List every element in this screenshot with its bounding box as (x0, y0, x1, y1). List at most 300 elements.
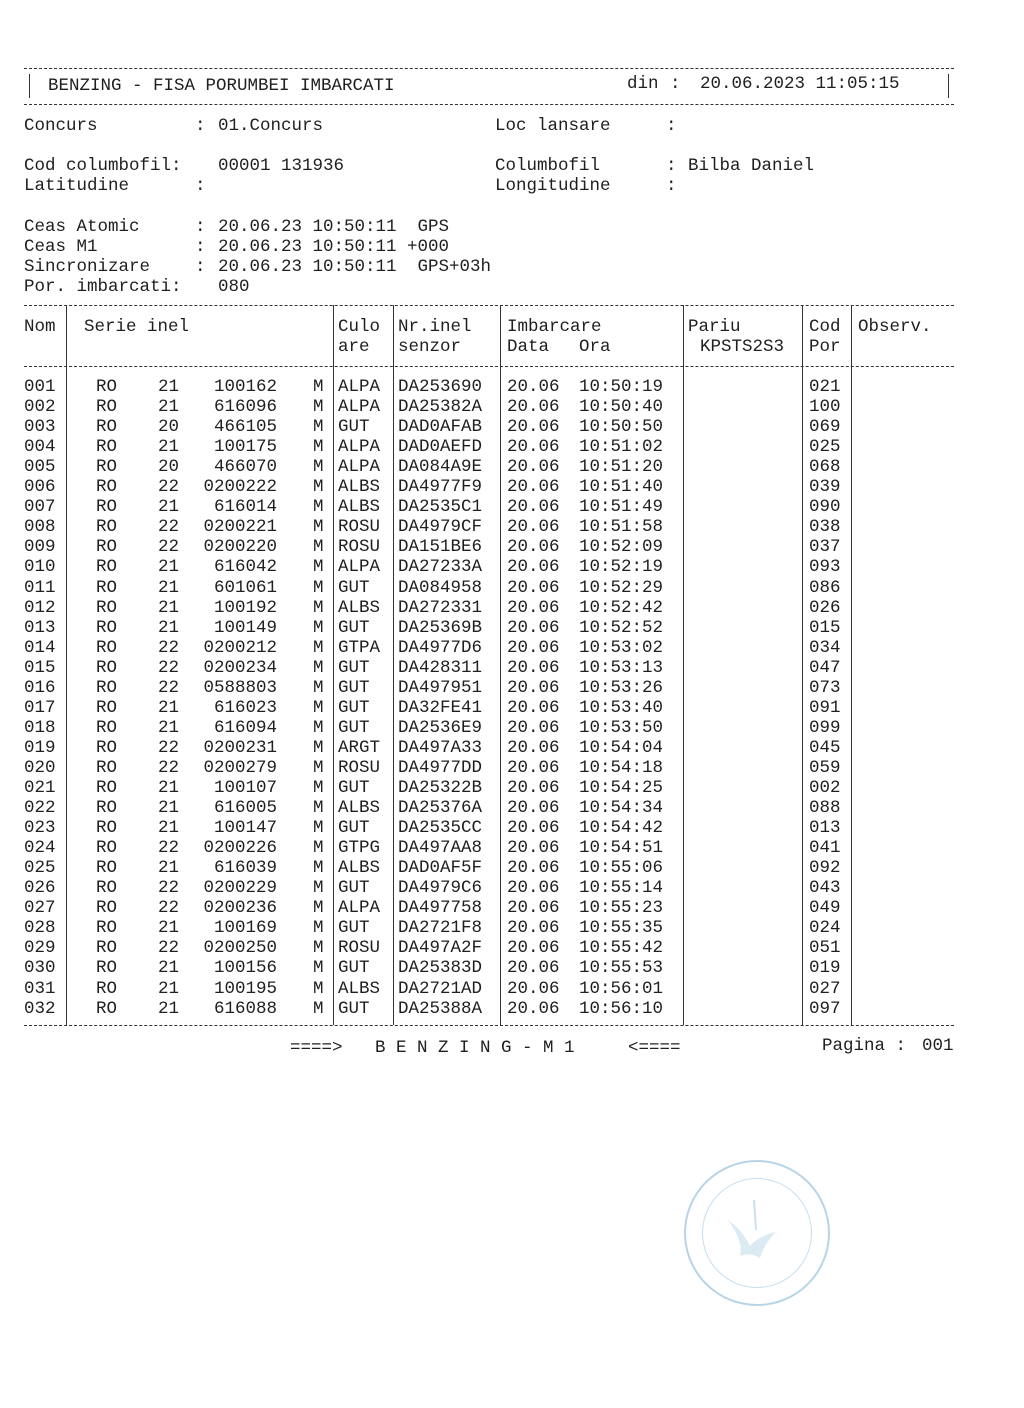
col-sep-nom (66, 305, 67, 1025)
cell-sex: M (313, 377, 324, 397)
cell-inel: 0200250 (203, 938, 277, 959)
cell-culoare: ROSU (338, 938, 381, 959)
cell-an: 22 (158, 757, 180, 778)
cell-ora: 10:56:01 (579, 978, 664, 999)
stamp-bird-icon (684, 1160, 826, 1302)
cell-tara: RO (96, 998, 118, 1019)
cell-sex: M (313, 878, 324, 899)
cell-tara: RO (96, 798, 118, 819)
latitudine-colon: : (195, 176, 206, 196)
cell-inel: 100175 (213, 437, 277, 458)
cell-sex: M (313, 998, 324, 1019)
cell-an: 21 (158, 597, 180, 618)
table-header-border (24, 366, 954, 367)
concurs-label: Concurs (24, 116, 98, 136)
column-header-observ: Observ. (858, 317, 932, 337)
cell-culoare: ROSU (338, 537, 381, 558)
cell-tara: RO (96, 497, 118, 518)
cell-sex: M (313, 577, 324, 598)
cell-nom: 016 (24, 677, 56, 698)
cell-inel: 616039 (213, 858, 277, 879)
cell-ora: 10:55:23 (579, 898, 664, 919)
column-header-pariu-1: Pariu (688, 317, 741, 337)
cell-culoare: ALPA (338, 397, 381, 418)
cell-nom: 022 (24, 798, 56, 819)
cell-senzor: DA4977DD (398, 757, 483, 778)
cell-inel: 616042 (213, 557, 277, 578)
cell-tara: RO (96, 417, 118, 438)
cell-ora: 10:56:10 (579, 998, 664, 1019)
cell-culoare: GUT (338, 417, 370, 438)
cell-data: 20.06 (507, 437, 560, 458)
footer-left-arrow: ====> (290, 1038, 343, 1058)
cell-tara: RO (96, 938, 118, 959)
cell-data: 20.06 (507, 717, 560, 738)
cell-tara: RO (96, 978, 118, 999)
cell-an: 21 (158, 778, 180, 798)
cell-nom: 032 (24, 998, 56, 1019)
cell-tara: RO (96, 737, 118, 758)
cell-culoare: GUT (338, 657, 370, 678)
cell-sex: M (313, 457, 324, 478)
cell-data: 20.06 (507, 898, 560, 919)
col-sep-imbarcare (683, 305, 684, 1025)
cell-data: 20.06 (507, 377, 560, 397)
cell-sex: M (313, 437, 324, 458)
cell-senzor: DAD0AF5F (398, 858, 483, 879)
loc-lansare-colon: : (666, 116, 677, 136)
cell-ora: 10:51:02 (579, 437, 664, 458)
cell-nom: 002 (24, 397, 56, 418)
cell-senzor: DA4979CF (398, 517, 483, 538)
cell-nom: 024 (24, 838, 56, 859)
cell-cod: 002 (809, 778, 841, 798)
cell-senzor: DA428311 (398, 657, 483, 678)
cell-nom: 030 (24, 958, 56, 979)
column-header-ora: Ora (579, 337, 611, 357)
cell-nom: 017 (24, 697, 56, 718)
cell-cod: 013 (809, 818, 841, 839)
cell-data: 20.06 (507, 938, 560, 959)
cell-an: 21 (158, 818, 180, 839)
cell-data: 20.06 (507, 998, 560, 1019)
column-header-pariu-2: KPSTS2S3 (700, 337, 785, 357)
cell-data: 20.06 (507, 978, 560, 999)
cell-inel: 466070 (213, 457, 277, 478)
date-separator: : (670, 74, 681, 94)
ceas-m1-label: Ceas M1 (24, 237, 98, 257)
cell-inel: 100107 (213, 778, 277, 798)
cell-senzor: DAD0AEFD (398, 437, 483, 458)
cell-cod: 097 (809, 998, 841, 1019)
cell-data: 20.06 (507, 617, 560, 638)
ceas-m1-colon: : (195, 237, 206, 257)
cell-tara: RO (96, 757, 118, 778)
cell-data: 20.06 (507, 537, 560, 558)
cell-nom: 003 (24, 417, 56, 438)
cell-senzor: DA272331 (398, 597, 483, 618)
cell-cod: 027 (809, 978, 841, 999)
cell-culoare: GUT (338, 818, 370, 839)
column-header-nrinel-1: Nr.inel (398, 317, 472, 337)
cell-tara: RO (96, 377, 118, 397)
cell-nom: 029 (24, 938, 56, 959)
cell-cod: 015 (809, 617, 841, 638)
cell-nom: 012 (24, 597, 56, 618)
cell-sex: M (313, 557, 324, 578)
cell-an: 22 (158, 737, 180, 758)
header-bottom-border (24, 104, 954, 105)
cell-nom: 004 (24, 437, 56, 458)
cell-data: 20.06 (507, 878, 560, 899)
cell-sex: M (313, 978, 324, 999)
cell-senzor: DA497758 (398, 898, 483, 919)
cell-data: 20.06 (507, 517, 560, 538)
sincronizare-colon: : (195, 257, 206, 277)
cell-ora: 10:51:40 (579, 477, 664, 498)
cell-cod: 069 (809, 417, 841, 438)
column-header-cod-2: Por (809, 337, 841, 357)
cell-data: 20.06 (507, 397, 560, 418)
cell-data: 20.06 (507, 657, 560, 678)
cell-sex: M (313, 417, 324, 438)
cell-an: 21 (158, 617, 180, 638)
table-bottom-border (24, 1025, 954, 1026)
cell-senzor: DA25388A (398, 998, 483, 1019)
cell-culoare: ALBS (338, 798, 381, 819)
cell-ora: 10:54:51 (579, 838, 664, 859)
cell-sex: M (313, 858, 324, 879)
ceas-atomic-value: 20.06.23 10:50:11 GPS (218, 217, 450, 237)
page-label: Pagina : (822, 1036, 907, 1056)
cell-nom: 021 (24, 778, 56, 798)
cell-cod: 025 (809, 437, 841, 458)
cell-data: 20.06 (507, 497, 560, 518)
cell-an: 22 (158, 517, 180, 538)
cell-culoare: ALPA (338, 377, 381, 397)
footer-right-arrow: <==== (628, 1038, 681, 1058)
date-label: din (627, 74, 659, 94)
cell-culoare: ALBS (338, 978, 381, 999)
cell-sex: M (313, 517, 324, 538)
cell-inel: 616096 (213, 397, 277, 418)
date-value: 20.06.2023 11:05:15 (700, 74, 900, 94)
cell-cod: 049 (809, 898, 841, 919)
cell-cod: 099 (809, 717, 841, 738)
cell-cod: 039 (809, 477, 841, 498)
cell-nom: 018 (24, 717, 56, 738)
cell-cod: 019 (809, 958, 841, 979)
cell-tara: RO (96, 958, 118, 979)
cell-tara: RO (96, 838, 118, 859)
cell-tara: RO (96, 397, 118, 418)
cell-sex: M (313, 818, 324, 839)
cell-cod: 090 (809, 497, 841, 518)
cell-data: 20.06 (507, 958, 560, 979)
cell-data: 20.06 (507, 637, 560, 658)
cell-nom: 009 (24, 537, 56, 558)
cell-culoare: ALBS (338, 597, 381, 618)
cell-senzor: DA25383D (398, 958, 483, 979)
longitudine-colon: : (666, 176, 677, 196)
cell-ora: 10:50:40 (579, 397, 664, 418)
cell-inel: 0200221 (203, 517, 277, 538)
cell-an: 22 (158, 477, 180, 498)
cell-culoare: ROSU (338, 757, 381, 778)
col-sep-pariu (802, 305, 803, 1025)
cell-sex: M (313, 737, 324, 758)
column-header-culoare-2: are (338, 337, 370, 357)
cell-inel: 100192 (213, 597, 277, 618)
cell-cod: 038 (809, 517, 841, 538)
cell-senzor: DA2721F8 (398, 918, 483, 939)
cell-nom: 025 (24, 858, 56, 879)
column-header-nom: Nom (24, 317, 56, 337)
cell-tara: RO (96, 517, 118, 538)
cell-ora: 10:54:25 (579, 778, 664, 798)
cell-tara: RO (96, 617, 118, 638)
stamp-seal (684, 1160, 830, 1306)
cell-ora: 10:54:34 (579, 798, 664, 819)
cell-inel: 100149 (213, 617, 277, 638)
cell-ora: 10:53:26 (579, 677, 664, 698)
porumbei-imbarcati-value: 080 (218, 277, 250, 297)
cell-senzor: DA25376A (398, 798, 483, 819)
cod-columbofil-value: 00001 131936 (218, 156, 345, 176)
cell-data: 20.06 (507, 798, 560, 819)
cell-cod: 037 (809, 537, 841, 558)
cell-an: 21 (158, 798, 180, 819)
cell-senzor: DA253690 (398, 377, 483, 397)
cell-inel: 0200279 (203, 757, 277, 778)
cell-senzor: DAD0AFAB (398, 417, 483, 438)
cell-data: 20.06 (507, 838, 560, 859)
cell-an: 21 (158, 717, 180, 738)
cell-ora: 10:53:02 (579, 637, 664, 658)
col-sep-serie (333, 305, 334, 1025)
cell-ora: 10:55:53 (579, 958, 664, 979)
cell-ora: 10:50:50 (579, 417, 664, 438)
cell-ora: 10:51:58 (579, 517, 664, 538)
cell-ora: 10:54:18 (579, 757, 664, 778)
cell-nom: 013 (24, 617, 56, 638)
cell-culoare: GUT (338, 717, 370, 738)
cell-inel: 100169 (213, 918, 277, 939)
cell-an: 21 (158, 978, 180, 999)
cell-ora: 10:55:14 (579, 878, 664, 899)
cell-data: 20.06 (507, 677, 560, 698)
cell-tara: RO (96, 477, 118, 498)
cell-culoare: GUT (338, 617, 370, 638)
cell-senzor: DA25322B (398, 778, 483, 798)
cell-culoare: GTPA (338, 637, 381, 658)
cell-an: 21 (158, 918, 180, 939)
cell-ora: 10:55:42 (579, 938, 664, 959)
cell-culoare: ROSU (338, 517, 381, 538)
sincronizare-label: Sincronizare (24, 257, 151, 277)
cell-culoare: ALBS (338, 858, 381, 879)
cell-culoare: ALBS (338, 497, 381, 518)
header-left-border (29, 74, 30, 98)
cell-ora: 10:54:42 (579, 818, 664, 839)
footer-brand: B E N Z I N G - M 1 (375, 1038, 575, 1058)
cell-cod: 073 (809, 677, 841, 698)
cell-nom: 007 (24, 497, 56, 518)
cell-ora: 10:52:52 (579, 617, 664, 638)
cell-tara: RO (96, 878, 118, 899)
ceas-m1-value: 20.06.23 10:50:11 +000 (218, 237, 450, 257)
cell-data: 20.06 (507, 757, 560, 778)
cell-nom: 020 (24, 757, 56, 778)
cell-data: 20.06 (507, 697, 560, 718)
cell-inel: 616014 (213, 497, 277, 518)
cell-cod: 021 (809, 377, 841, 397)
cell-senzor: DA27233A (398, 557, 483, 578)
cell-culoare: GUT (338, 677, 370, 698)
cell-sex: M (313, 477, 324, 498)
cell-ora: 10:51:20 (579, 457, 664, 478)
cell-ora: 10:55:35 (579, 918, 664, 939)
cell-culoare: ALPA (338, 557, 381, 578)
cell-sex: M (313, 778, 324, 798)
cell-ora: 10:54:04 (579, 737, 664, 758)
cell-senzor: DA497A2F (398, 938, 483, 959)
cell-sex: M (313, 657, 324, 678)
cell-nom: 015 (24, 657, 56, 678)
cell-sex: M (313, 597, 324, 618)
column-header-culoare-1: Culo (338, 317, 381, 337)
cell-culoare: ALPA (338, 898, 381, 919)
cell-cod: 024 (809, 918, 841, 939)
cell-senzor: DA2721AD (398, 978, 483, 999)
cell-tara: RO (96, 898, 118, 919)
cell-tara: RO (96, 858, 118, 879)
cell-cod: 088 (809, 798, 841, 819)
cell-inel: 0200231 (203, 737, 277, 758)
cell-inel: 0200212 (203, 637, 277, 658)
cell-data: 20.06 (507, 778, 560, 798)
cell-an: 22 (158, 637, 180, 658)
cell-tara: RO (96, 637, 118, 658)
cell-an: 21 (158, 697, 180, 718)
cell-culoare: GUT (338, 958, 370, 979)
concurs-value: 01.Concurs (218, 116, 324, 136)
document-title: BENZING - FISA PORUMBEI IMBARCATI (48, 76, 395, 96)
cell-sex: M (313, 798, 324, 819)
cell-tara: RO (96, 778, 118, 798)
cell-an: 20 (158, 417, 180, 438)
cell-inel: 616094 (213, 717, 277, 738)
cell-an: 22 (158, 898, 180, 919)
cell-cod: 100 (809, 397, 841, 418)
cell-tara: RO (96, 697, 118, 718)
cell-cod: 043 (809, 878, 841, 899)
cell-sex: M (313, 697, 324, 718)
col-sep-cod (851, 305, 852, 1025)
cell-an: 21 (158, 998, 180, 1019)
cell-sex: M (313, 838, 324, 859)
cell-culoare: GUT (338, 878, 370, 899)
cell-cod: 026 (809, 597, 841, 618)
cell-nom: 001 (24, 377, 56, 397)
cell-senzor: DA25369B (398, 617, 483, 638)
cell-cod: 086 (809, 577, 841, 598)
cell-sex: M (313, 617, 324, 638)
cell-inel: 616088 (213, 998, 277, 1019)
cell-data: 20.06 (507, 737, 560, 758)
column-header-cod-1: Cod (809, 317, 841, 337)
cell-data: 20.06 (507, 477, 560, 498)
header-right-border (948, 74, 949, 98)
cell-an: 21 (158, 557, 180, 578)
columbofil-label: Columbofil (495, 156, 601, 176)
cell-sex: M (313, 397, 324, 418)
cell-tara: RO (96, 818, 118, 839)
cell-tara: RO (96, 557, 118, 578)
cell-an: 21 (158, 858, 180, 879)
cell-sex: M (313, 958, 324, 979)
cell-ora: 10:52:19 (579, 557, 664, 578)
cell-an: 22 (158, 657, 180, 678)
cell-an: 21 (158, 397, 180, 418)
cell-cod: 041 (809, 838, 841, 859)
cell-culoare: GUT (338, 697, 370, 718)
cell-senzor: DA2536E9 (398, 717, 483, 738)
cell-an: 21 (158, 437, 180, 458)
cell-inel: 466105 (213, 417, 277, 438)
cell-senzor: DA4979C6 (398, 878, 483, 899)
cell-culoare: GUT (338, 577, 370, 598)
cell-cod: 093 (809, 557, 841, 578)
cell-culoare: GUT (338, 998, 370, 1019)
cell-ora: 10:52:29 (579, 577, 664, 598)
cell-inel: 100156 (213, 958, 277, 979)
cell-tara: RO (96, 717, 118, 738)
cell-senzor: DA4977F9 (398, 477, 483, 498)
cell-senzor: DA2535CC (398, 818, 483, 839)
cell-cod: 051 (809, 938, 841, 959)
cell-culoare: GTPG (338, 838, 381, 859)
cell-data: 20.06 (507, 557, 560, 578)
table-top-border (24, 305, 954, 306)
cell-tara: RO (96, 437, 118, 458)
cell-ora: 10:51:49 (579, 497, 664, 518)
cell-inel: 0200236 (203, 898, 277, 919)
cell-inel: 0200234 (203, 657, 277, 678)
cell-data: 20.06 (507, 417, 560, 438)
col-sep-culoare (393, 305, 394, 1025)
col-sep-senzor (500, 305, 501, 1025)
cell-inel: 0200222 (203, 477, 277, 498)
column-header-data: Data (507, 337, 550, 357)
cell-tara: RO (96, 677, 118, 698)
cell-senzor: DA497A33 (398, 737, 483, 758)
cell-sex: M (313, 717, 324, 738)
cell-inel: 0200220 (203, 537, 277, 558)
cell-inel: 100162 (213, 377, 277, 397)
cell-cod: 047 (809, 657, 841, 678)
cell-culoare: ARGT (338, 737, 381, 758)
cell-data: 20.06 (507, 858, 560, 879)
cell-an: 22 (158, 938, 180, 959)
cell-nom: 026 (24, 878, 56, 899)
cell-sex: M (313, 938, 324, 959)
cell-an: 22 (158, 878, 180, 899)
cell-cod: 092 (809, 858, 841, 879)
cell-cod: 045 (809, 737, 841, 758)
cell-nom: 023 (24, 818, 56, 839)
cell-senzor: DA497AA8 (398, 838, 483, 859)
